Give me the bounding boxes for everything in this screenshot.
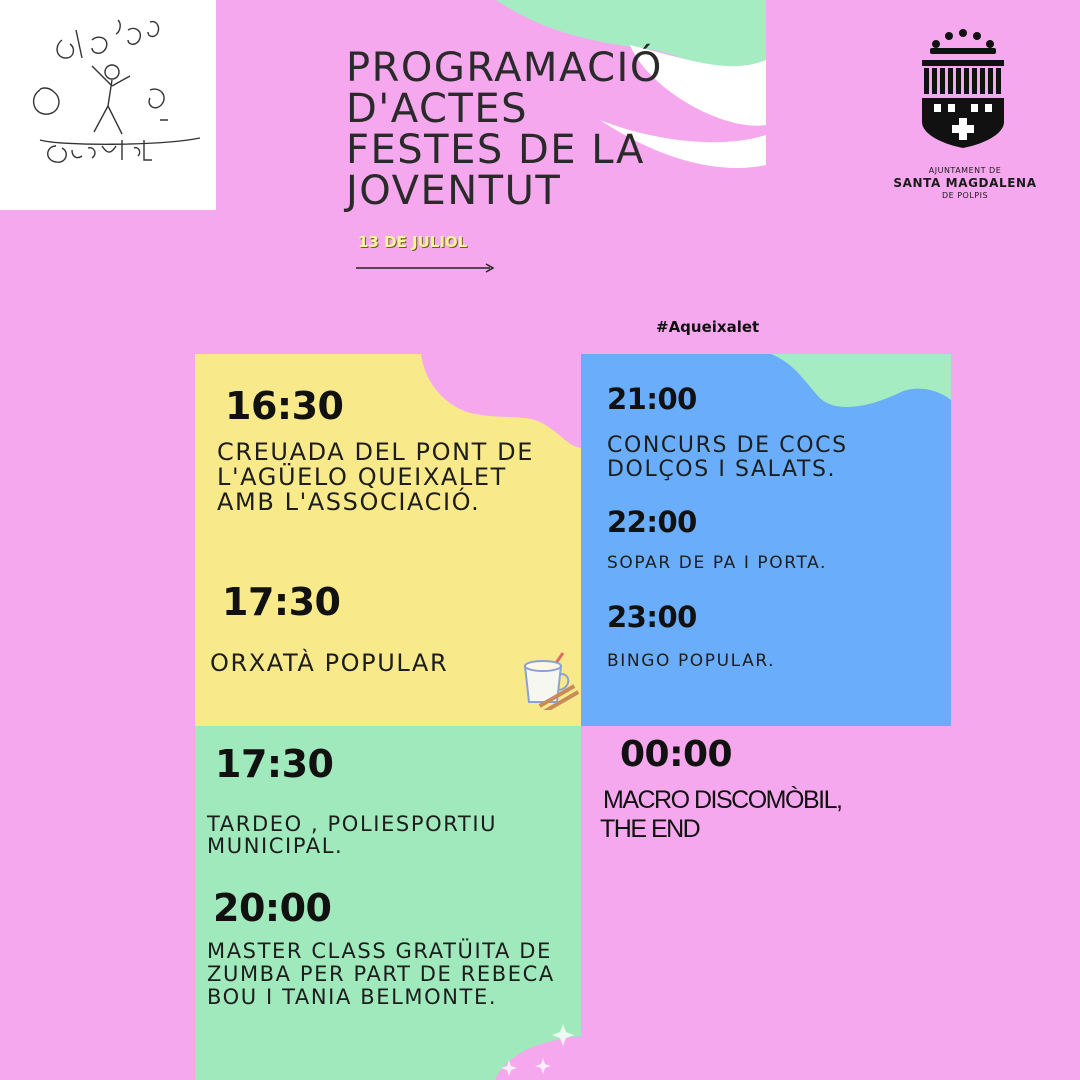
ajuntament-line-3: DE POLPIS — [941, 191, 989, 200]
ajuntament-shield-icon — [918, 26, 1008, 148]
schedule-panel-green — [195, 726, 581, 1080]
title-line-4: JOVENTUT — [346, 168, 562, 214]
event-description: MASTER CLASS GRATÜITA DE ZUMBA PER PART DE REBECA BOU I TANIA BELMONTE. — [207, 939, 555, 1009]
event-description: ORXATÀ POPULAR — [210, 649, 449, 677]
ajuntament-line-1: AJUNTAMENT DE — [928, 166, 1002, 175]
title-line-2: D'ACTES — [346, 86, 528, 132]
hashtag: #Aqueixalet — [656, 318, 760, 336]
event-description: SOPAR DE PA I PORTA. — [607, 553, 828, 573]
event-time: 00:00 — [620, 734, 733, 775]
event-time: 17:30 — [215, 742, 334, 786]
schedule-panel-yellow — [195, 354, 581, 726]
event-description: CREUADA DEL PONT DE L'AGÜELO QUEIXALET AMB L'ASSOCIACIÓ. — [217, 438, 534, 516]
horchata-cup-icon — [517, 644, 581, 710]
event-time: 23:00 — [607, 600, 697, 634]
event-time: 20:00 — [213, 886, 332, 930]
arrow-right-icon — [356, 262, 496, 274]
event-time: 21:00 — [607, 382, 697, 416]
title-line-1: PROGRAMACIÓ — [346, 45, 663, 91]
ajuntament-line-2: SANTA MAGDALENA — [893, 176, 1037, 190]
event-time: 17:30 — [222, 580, 341, 624]
event-description: BINGO POPULAR. — [607, 651, 776, 671]
event-description: CONCURS DE COCS DOLÇOS I SALATS. — [607, 433, 848, 482]
queixalet-logo — [0, 0, 216, 210]
queixalet-logo-drawing — [0, 0, 216, 210]
schedule-panel-blue — [581, 354, 951, 726]
page-title — [346, 45, 766, 214]
event-description: TARDEO , POLIESPORTIU MUNICIPAL. — [207, 812, 498, 858]
event-time: 22:00 — [607, 505, 697, 539]
title-line-3: FESTES DE LA — [346, 127, 645, 173]
event-description: MACRO DISCOMÒBIL, THE END — [600, 786, 842, 843]
event-date: 13 DE JULIOL — [358, 233, 468, 251]
ajuntament-label — [880, 166, 1050, 200]
event-time: 16:30 — [225, 384, 344, 428]
